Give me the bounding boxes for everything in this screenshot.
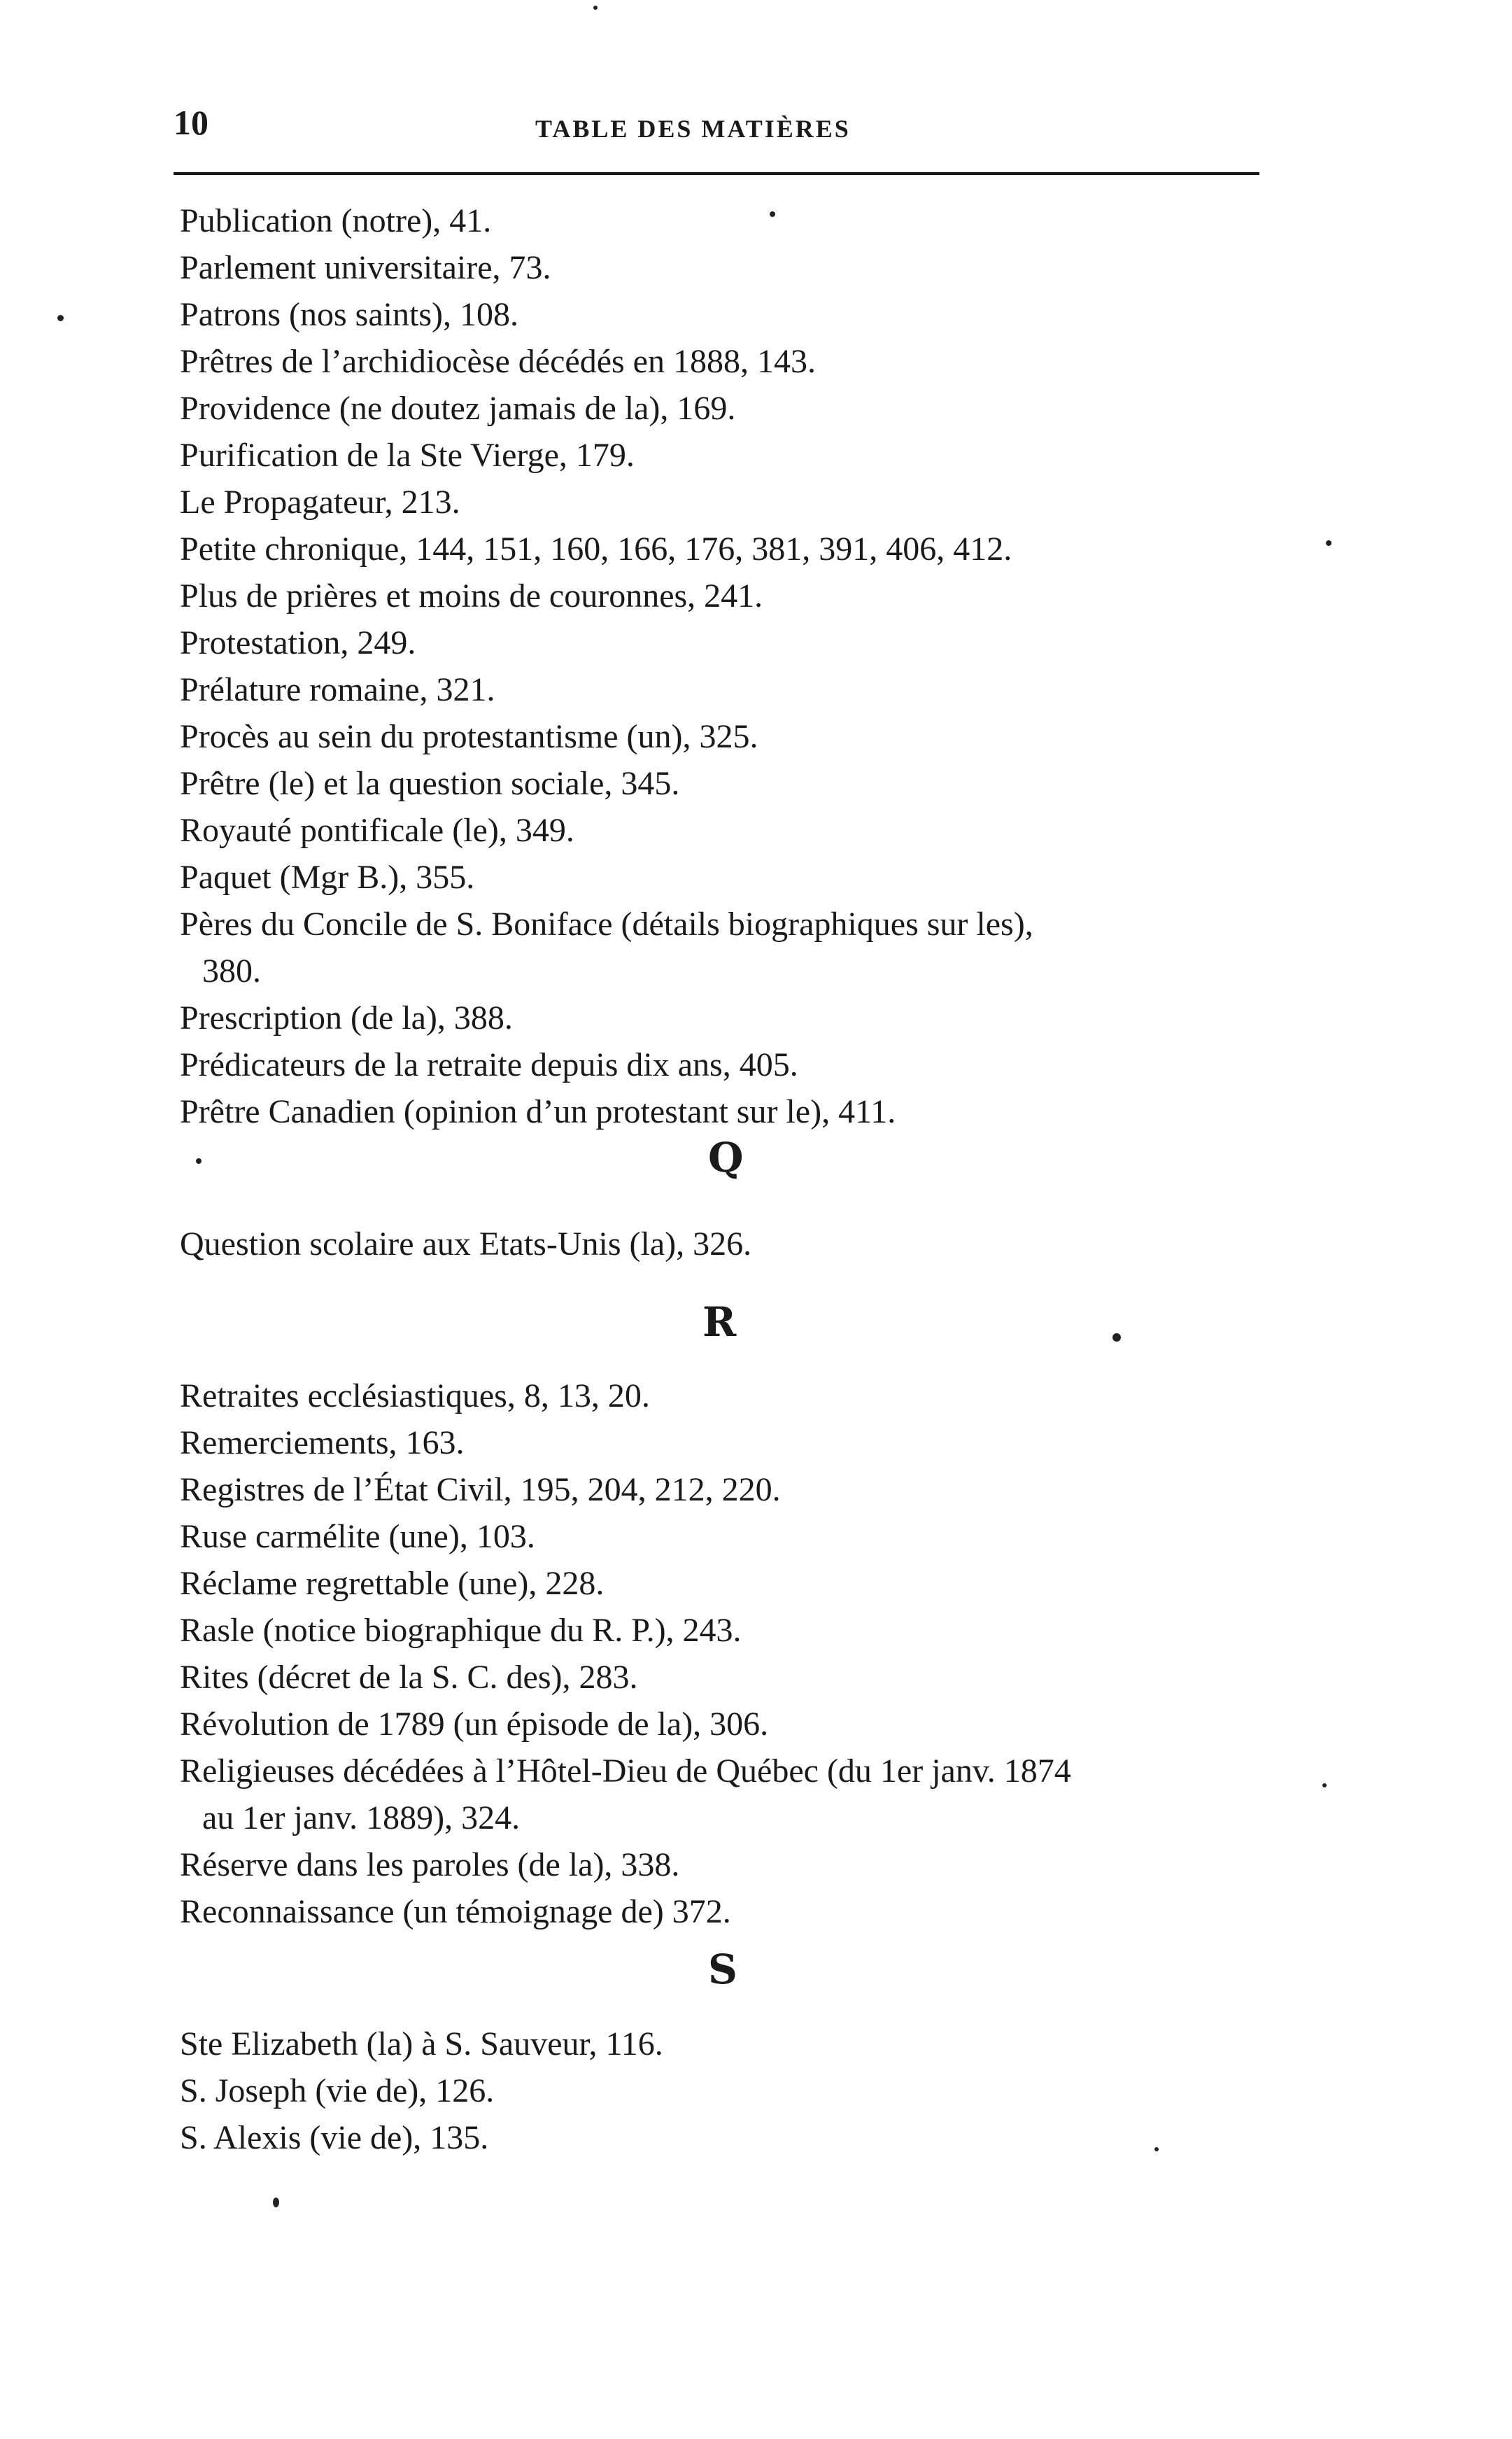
index-entry: Réserve dans les paroles (de la), 338. bbox=[180, 1846, 680, 1883]
scan-speck bbox=[1154, 2147, 1159, 2151]
index-entry: Patrons (nos saints), 108. bbox=[180, 296, 518, 333]
index-entry: Royauté pontificale (le), 349. bbox=[180, 812, 574, 849]
index-section-p bbox=[180, 197, 1271, 1135]
index-entry: S. Alexis (vie de), 135. bbox=[180, 2119, 489, 2156]
index-entry: Révolution de 1789 (un épisode de la), 306. bbox=[180, 1706, 769, 1743]
index-entry: Pères du Concile de S. Boniface (détails biographiques sur les), 380. bbox=[180, 901, 1271, 994]
index-entry: Prêtres de l’archidiocèse décédés en 1888, 143. bbox=[180, 343, 816, 380]
index-entry: Ste Elizabeth (la) à S. Sauveur, 116. bbox=[180, 2025, 663, 2062]
page-number: 10 bbox=[174, 103, 209, 142]
index-section-r bbox=[180, 1372, 1271, 1935]
index-entry-continuation: 380. bbox=[202, 953, 261, 990]
scan-speck bbox=[57, 315, 64, 321]
scan-speck bbox=[593, 6, 598, 10]
index-section-q bbox=[180, 1221, 1271, 1267]
index-entry: Le Propagateur, 213. bbox=[180, 484, 460, 521]
index-entry: Prédicateurs de la retraite depuis dix ans, 405. bbox=[180, 1046, 798, 1083]
scan-speck bbox=[196, 1158, 202, 1164]
index-entry: Paquet (Mgr B.), 355. bbox=[180, 859, 475, 896]
index-entry: Providence (ne doutez jamais de la), 169. bbox=[180, 390, 736, 427]
index-entry: Procès au sein du protestantisme (un), 325. bbox=[180, 718, 758, 755]
index-entry: Retraites ecclésiastiques, 8, 13, 20. bbox=[180, 1377, 650, 1414]
index-entry: Purification de la Ste Vierge, 179. bbox=[180, 437, 635, 474]
index-entry: S. Joseph (vie de), 126. bbox=[180, 2072, 495, 2109]
section-letter-r: R bbox=[702, 1298, 737, 1346]
index-entry: Religieuses décédées à l’Hôtel-Dieu de Québec (du 1er janv. 1874 au 1er janv. 1889), 324. bbox=[180, 1748, 1271, 1841]
header-rule bbox=[174, 172, 1259, 175]
index-entry: Publication (notre), 41. bbox=[180, 202, 492, 239]
index-entry: Question scolaire aux Etats-Unis (la), 326. bbox=[180, 1225, 752, 1263]
index-entry: Prêtre (le) et la question sociale, 345. bbox=[180, 765, 680, 802]
index-entry: Réclame regrettable (une), 228. bbox=[180, 1565, 605, 1602]
index-entry: Prélature romaine, 321. bbox=[180, 671, 495, 708]
scan-speck bbox=[770, 211, 775, 217]
index-entry: Rites (décret de la S. C. des), 283. bbox=[180, 1659, 638, 1696]
scan-speck bbox=[1326, 540, 1331, 546]
section-letter-s: S bbox=[708, 1946, 737, 1993]
index-section-s bbox=[180, 2020, 1271, 2161]
scan-speck bbox=[1112, 1333, 1121, 1342]
section-letter-q: Q bbox=[708, 1134, 744, 1181]
running-title: TABLE DES MATIÈRES bbox=[535, 115, 851, 143]
index-entry: Petite chronique, 144, 151, 160, 166, 176, 381, 391, 406, 412. bbox=[180, 530, 1012, 568]
index-entry: Rasle (notice biographique du R. P.), 243. bbox=[180, 1612, 742, 1649]
index-entry: Reconnaissance (un témoignage de) 372. bbox=[180, 1893, 731, 1930]
scan-speck bbox=[273, 2198, 279, 2207]
index-entry: Registres de l’État Civil, 195, 204, 212, 220. bbox=[180, 1471, 781, 1508]
index-entry: Remerciements, 163. bbox=[180, 1424, 465, 1461]
index-entry: Plus de prières et moins de couronnes, 241. bbox=[180, 577, 763, 614]
index-entry: Protestation, 249. bbox=[180, 624, 416, 661]
index-entry-continuation: au 1er janv. 1889), 324. bbox=[202, 1799, 521, 1836]
scan-speck bbox=[1322, 1783, 1327, 1787]
index-entry: Ruse carmélite (une), 103. bbox=[180, 1518, 535, 1555]
index-entry: Prêtre Canadien (opinion d’un protestant sur le), 411. bbox=[180, 1093, 896, 1130]
index-entry: Prescription (de la), 388. bbox=[180, 999, 513, 1036]
index-entry: Parlement universitaire, 73. bbox=[180, 249, 551, 286]
